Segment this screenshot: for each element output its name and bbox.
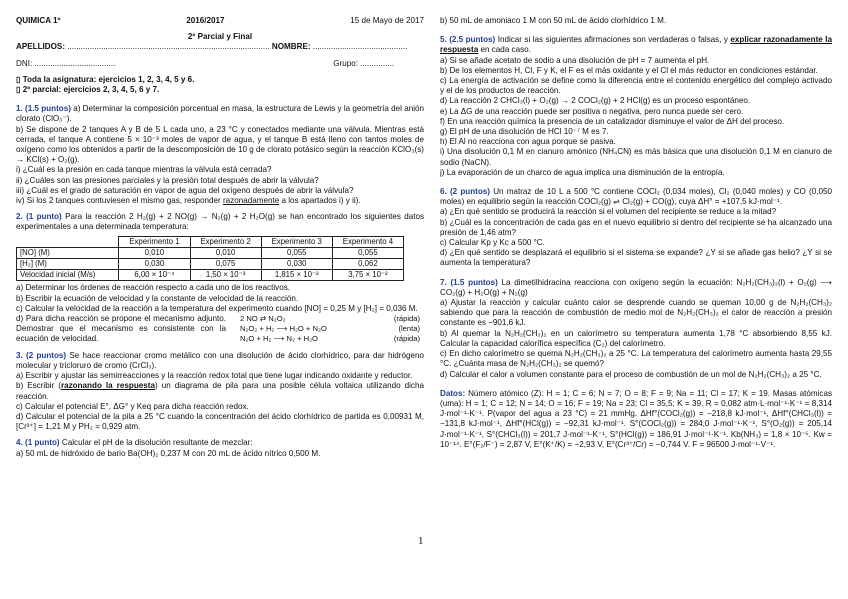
q2-b: b) Escribir la ecuación de velocidad y la constante de velocidad de la reacción.	[16, 293, 299, 303]
mechanism-step: N₂O₂ + H₂ ⟶ H₂O + N₂O	[240, 324, 327, 334]
table-cell: 6,00 × 10⁻⁴	[119, 270, 190, 281]
step-rate: (rápida)	[393, 334, 420, 344]
table-header: Experimento 3	[261, 236, 332, 247]
q3-b-post: ) un diagrama de pila para una posible célula voltaica utilizando dicha reacción.	[16, 381, 424, 401]
q2-head: 2. (1 punto)	[16, 212, 62, 222]
table-cell: [NO] (M)	[17, 247, 119, 258]
q1-iv-post: a los apartados i) y ii).	[279, 196, 361, 206]
exam-date: 15 de Mayo de 2017	[350, 16, 424, 25]
q3-a: a) Escribir y ajustar las semirreacciones y la reacción redox total que tiene lugar indicando oxidante y reductor.	[16, 371, 413, 381]
q2-c: c) Calcular la velocidad de la reacción a la temperatura del experimento cuando [NO] = 0,25 M y [H₂] = 0,036 M.	[16, 303, 418, 313]
table-cell: 3,75 × 10⁻²	[332, 270, 403, 281]
apellidos-line[interactable]	[16, 42, 424, 52]
step-rate: (lenta)	[398, 324, 420, 334]
q7-c: c) En dicho calorímetro se quema N₂H₂(CH₃)₂ a 25 °C. La temperatura del calorímetro aumenta hasta 29,55 °C. ¿Cuánta masa de N₂H₂(CH₃)₂ se quemó?	[440, 349, 832, 369]
q6-d: d) ¿En qué sentido se desplazará el equilibrio si el sistema se expande? ¿Y si se añade gas helio? ¿Y si se aumenta la temperatura?	[440, 248, 832, 268]
q7-intro: La dimetilhidracina reacciona con oxígeno según la ecuación: N₂H₂(CH₃)₂(l) + O₂(g) ⟶ CO₂(g) + H₂O(g) + N₂(g)	[440, 277, 832, 297]
question-7	[440, 278, 832, 380]
q3-intro: Se hace reaccionar cromo metálico con una disolución de ácido clorhídrico, para dar hidrógeno molecular y tricloruro de cromo (CrCl₃).	[16, 350, 424, 370]
table-cell: 0,055	[261, 247, 332, 258]
q1-iv-pre: iv) Si los 2 tanques contuviesen el mismo gas, responder	[16, 196, 223, 206]
q5-item-b: b) De los elementos H, Cl, F y K, el F es el más oxidante y el Cl el más reductor en condiciones estándar.	[440, 65, 818, 75]
table-row	[17, 247, 404, 258]
q5-item-h: h) El Al no reacciona con agua porque se pasiva.	[440, 137, 616, 147]
q3-head: 3. (2 puntos)	[16, 350, 67, 360]
table-header-row	[17, 236, 404, 247]
q5-link: explicar razonadamente la respuesta	[440, 35, 832, 55]
subject: QUIMICA 1º	[16, 16, 61, 25]
q7-b: b) Al quemar la N₂H₂(CH₃)₂ en un calorímetro su temperatura aumenta 1,78 °C absorbiendo 8,55 kJ. Calcular la capacidad calorífica específica (C₂) del calorímetro.	[440, 328, 832, 348]
apellidos-label: APELLIDOS:	[16, 42, 66, 52]
apellidos-dots: ..........................................................................................	[67, 42, 270, 52]
nombre-dots: ..........................................	[312, 42, 408, 52]
table-cell: 1,50 × 10⁻³	[190, 270, 261, 281]
table-cell: Velocidad inicial (M/s)	[17, 270, 119, 281]
q5-item-a: a) Si se añade acetato de sodio a una disolución de pH = 7 aumenta el pH.	[440, 55, 710, 65]
q7-d: d) Calcular el calor a volumen constante para el proceso de combustión de un mol de N₂H₂(CH₃)₂ a 25 °C.	[440, 369, 822, 379]
question-6	[440, 187, 832, 269]
instruction-partial: ▯ 2º parcial: ejercicios 2, 3, 4, 5, 6 y 7.	[16, 85, 160, 95]
q2-intro: Para la reacción 2 H₂(g) + 2 NO(g) → N₂(g) + 2 H₂O(g) se han encontrado los siguientes datos experimentales a una determinada temperatura:	[16, 212, 424, 232]
dni-dots: ....................................	[34, 58, 116, 68]
table-cell: 0,062	[332, 259, 403, 270]
q2-d: d) Para dicha reacción se propone el mecanismo adjunto. Demostrar que el mecanismo es consistente con la ecuación de velocidad.	[16, 314, 226, 344]
question-4	[16, 438, 424, 458]
q4-b: b) 50 mL de amoniaco 1 M con 50 mL de ácido clorhídrico 1 M.	[440, 16, 667, 25]
dni-label: DNI:	[16, 58, 33, 68]
q5-tail: en cada caso.	[478, 45, 531, 55]
table-cell: 0,055	[332, 247, 403, 258]
q3-c: c) Calcular el potencial E°, ΔG° y Keq para dicha reacción redox.	[16, 401, 249, 411]
table-cell: 0,030	[261, 259, 332, 270]
table-cell: [H₂] (M)	[17, 259, 119, 270]
mechanism-rates	[370, 314, 420, 345]
q5-item-f: f) En una reacción química la presencia de un catalizador disminuye el valor de ΔH del proceso.	[440, 116, 785, 126]
q6-head: 6. (2 puntos)	[440, 187, 490, 197]
table-row	[17, 259, 404, 270]
left-column	[16, 16, 424, 459]
q7-a: a) Ajustar la reacción y calcular cuánto calor se desprende cuando se queman 10,00 g de N₂H₂(CH₃)₂ sabiendo que para la reacción de combustión de medio mol de N₂H₂(CH₃)₂ el calor de reacción a presión constante es −901,6 kJ.	[440, 298, 832, 328]
q5-item-g: g) El pH de una disolución de HCl 10⁻⁷ M es 7.	[440, 127, 609, 137]
nombre-label: NOMBRE:	[271, 42, 311, 52]
step-rate: (rápida)	[393, 314, 420, 324]
q6-b: b) ¿Cuál es la concentración de cada gas en el nuevo equilibrio si dentro del recipiente se ha alcanzado una presión de 1,46 atm?	[440, 217, 832, 237]
q6-a: a) ¿En qué sentido se producirá la reacción si el volumen del recipiente se reduce a la mitad?	[440, 207, 777, 217]
data-section	[440, 389, 832, 450]
datos-text: Número atómico (Z): H = 1; C = 6; N = 7; O = 8; F = 9; Na = 11; Cl = 17; K = 19. Masas atómicas (uma): H = 1; C = 12; N = 14; O = 16; F = 19; Na = 23; Cl = 35,5; K = 39. R = 0,082 atm·L·mol⁻¹·K⁻¹ = 8,314 J·mol⁻¹·K⁻¹. P(vapor del agua a 23 °C) = 21 mmHg. ΔHf°(COCl₂(g)) = −218,8 kJ·mol⁻¹, ΔHf°(CHCl₃(l)) = −131,8 kJ·mol⁻¹, ΔHf°(HCl(g)) = −92,31 kJ·mol⁻¹. S°(COCl₂(g)) = 284,0 J·mol⁻¹·K⁻¹, S°(O₂(g)) = 205,14 J·mol⁻¹·K⁻¹, S°(CHCl₃(l)) = 201,7 J·mol⁻¹·K⁻¹, S°(HCl(g)) = 186,91 J·mol⁻¹·K⁻¹. Kb(NH₃) = 1,8 × 10⁻⁵. Kw = 10⁻¹⁴. E°(F₂/F⁻) = 2,87 V, E°(K⁺/K) = −2,93 V, E°(Cr³⁺/Cr) = −0,744 V. F = 96500 J·mol⁻¹·V⁻¹.	[440, 388, 832, 449]
q4-intro: Calcular el pH de la disolución resultante de mezclar:	[59, 438, 253, 448]
q5-item-j: j) La evaporación de un charco de agua implica una disminución de la entropía.	[440, 167, 725, 177]
table-header: Experimento 4	[332, 236, 403, 247]
q7-head: 7. (1.5 puntos)	[440, 277, 498, 287]
q5-item-i: i) Una disolución 0,1 M en cianuro amónico (NH₄CN) es más básica que una disolución 0,1 M en cianuro de sodio (NaCN).	[440, 147, 832, 167]
table-cell: 0,010	[190, 247, 261, 258]
exam-header	[16, 16, 424, 26]
q2-a: a) Determinar los órdenes de reacción respecto a cada uno de los reactivos.	[16, 283, 290, 293]
grupo-label: Grupo:	[333, 58, 359, 68]
exam-title: 2º Parcial y Final	[187, 32, 253, 42]
q1-b: b) Se dispone de 2 tanques A y B de 5 L cada uno, a 23 °C y conectados mediante una válvula. Mientras está cerrada, el tanque A contiene 5 × 10⁻³ moles de vapor de agua, y el tanque B está lleno con tantos moles de oxígeno como los obtenidos a partir de la descomposición de 10 g de clorato potásico según la reacción KClO₃(s) → KCl(s) + O₂(g).	[16, 124, 424, 165]
q3-b-pre: b) Escribir (	[16, 381, 61, 391]
q1-a: a) Determinar la composición porcentual en masa, la estructura de Lewis y la geometría del anión clorato (ClO₃⁻).	[16, 104, 424, 124]
q5-item-d: d) La reacción 2 CHCl₃(l) + O₂(g) → 2 COCl₂(g) + 2 HCl(g) es un proceso espontáneo.	[440, 96, 751, 106]
q6-c: c) Calcular Kp y Kc a 500 °C.	[440, 238, 545, 248]
q1-ii: ii) ¿Cuáles son las presiones parciales y la presión total después de abrir la válvula?	[16, 175, 319, 185]
q1-iv-link: razonadamente	[222, 196, 280, 206]
instruction-all: ▯ Toda la asignatura: ejercicios 1, 2, 3, 4, 5 y 6.	[16, 74, 195, 84]
experiments-table	[16, 236, 404, 282]
dni-line[interactable]	[16, 59, 424, 69]
q4-a: a) 50 mL de hidróxido de bario Ba(OH)₂ 0,237 M con 20 mL de ácido nítrico 0,500 M.	[16, 448, 321, 458]
table-header: Experimento 2	[190, 236, 261, 247]
table-cell: 0,075	[190, 259, 261, 270]
table-corner	[17, 236, 119, 247]
mechanism-step: 2 NO ⇄ N₂O₂	[240, 314, 286, 324]
q3-b-link: razonando la respuesta	[60, 381, 155, 391]
table-cell: 0,030	[119, 259, 190, 270]
q6-intro: Un matraz de 10 L a 500 °C contiene COCl₂ (0,034 moles), Cl₂ (0,040 moles) y CO (0,050 moles) en equilibrio según la reacción COCl₂(g) ⇌ Cl₂(g) + CO(g), cuya ΔH° = +107,5 kJ·mol⁻¹.	[440, 187, 832, 207]
academic-year: 2016/2017	[186, 16, 225, 25]
grupo-dots: ...............	[360, 58, 394, 68]
page-number: 1	[418, 535, 424, 547]
mechanism-step: N₂O + H₂ ⟶ N₂ + H₂O	[240, 334, 318, 344]
q1-iii: iii) ¿Cuál es el grado de saturación en vapor de agua del oxígeno después de abrir la válvula?	[16, 185, 354, 195]
table-header: Experimento 1	[119, 236, 190, 247]
q5-item-e: e) La ΔG de una reacción puede ser positiva o negativa, pero nunca puede ser cero.	[440, 106, 744, 116]
question-2	[16, 212, 424, 344]
mechanism-steps	[240, 314, 370, 345]
question-5	[440, 35, 832, 178]
q5-item-c: c) La energía de activación se define como la diferencia entre el contenido energético del complejo activado y el de los productos de reacción.	[440, 76, 832, 96]
table-cell: 0,010	[119, 247, 190, 258]
table-row	[17, 270, 404, 281]
mechanism-block	[16, 314, 424, 345]
question-1	[16, 104, 424, 206]
q5-intro: Indicar si las siguientes afirmaciones son verdaderas o falsas, y	[495, 35, 731, 45]
right-column	[440, 16, 832, 450]
question-3	[16, 351, 424, 433]
q5-head: 5. (2.5 puntos)	[440, 35, 496, 45]
q3-d: d) Calcular el potencial de la pila a 25 °C cuando la concentración del ácido clorhídrico de partida es 0,00931 M, [Cr³⁺] = 1,21 M y PH₂ = 0,929 atm.	[16, 411, 424, 432]
table-cell: 1,815 × 10⁻²	[261, 270, 332, 281]
q4-head: 4. (1 punto)	[16, 438, 60, 448]
datos-head: Datos:	[440, 388, 466, 398]
q1-head: 1. (1.5 puntos)	[16, 104, 71, 114]
q1-i: i) ¿Cuál es la presión en cada tanque mientras la válvula está cerrada?	[16, 165, 272, 175]
